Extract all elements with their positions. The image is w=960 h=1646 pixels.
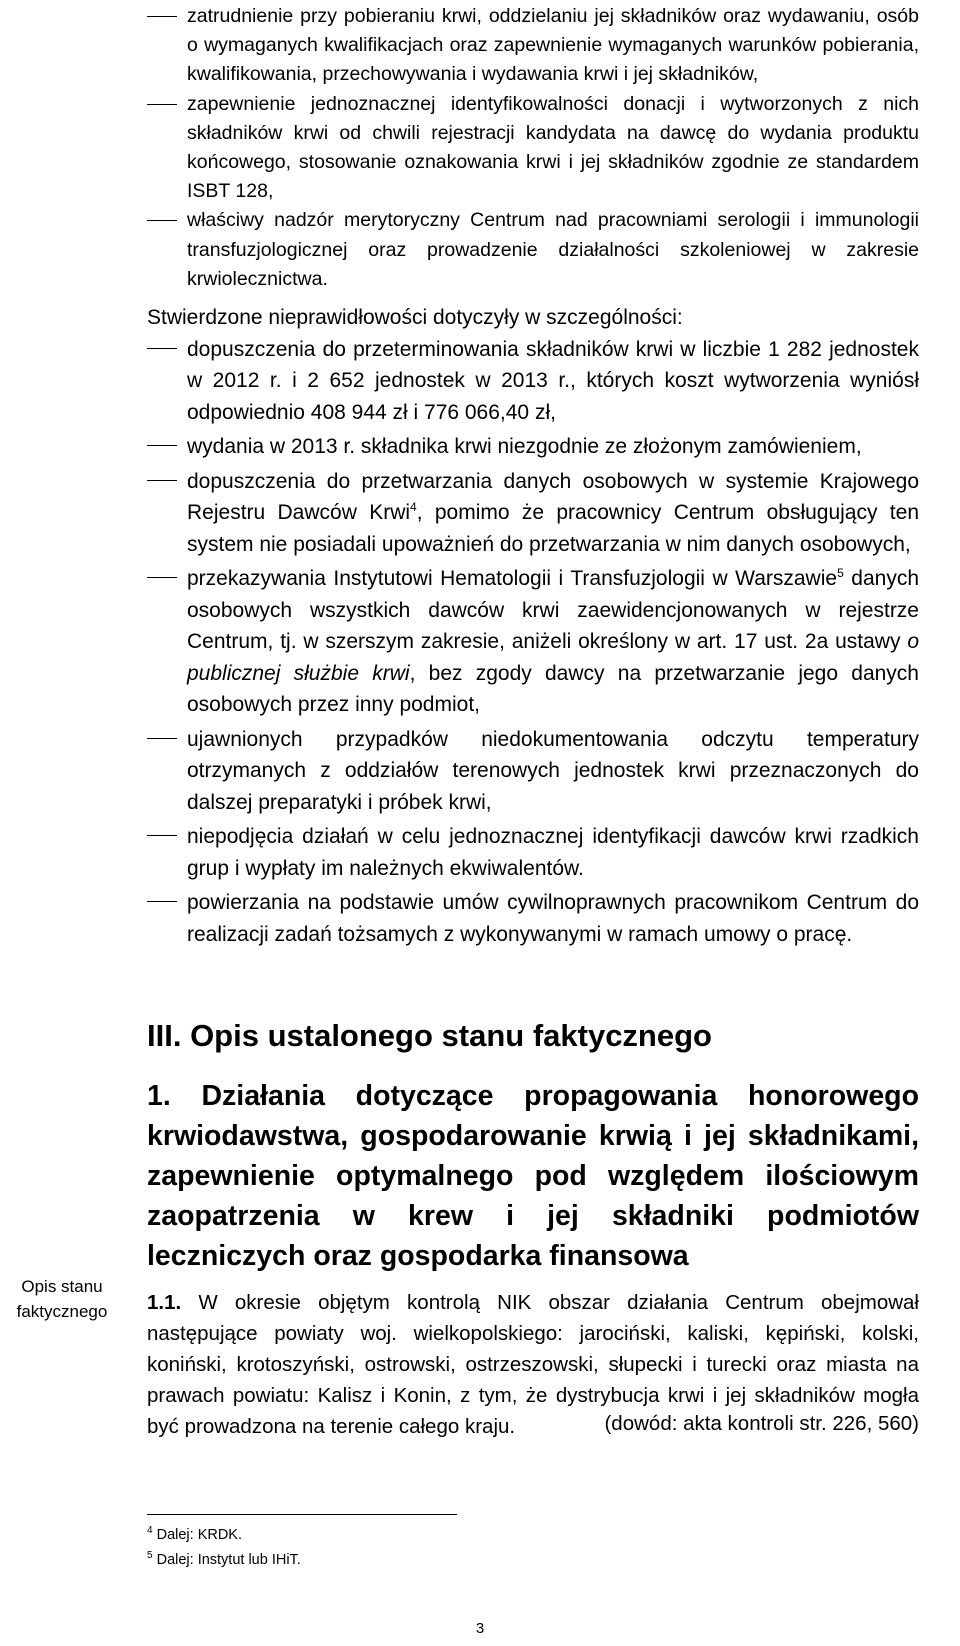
list-item	[147, 724, 919, 819]
evidence-note: (dowód: akta kontroli str. 226, 560)	[604, 1412, 919, 1435]
list-item-text: właściwy nadzór merytoryczny Centrum nad pracowniami serologii i immunologii transfuzjologicznej oraz prowadzenie działalności szkoleniowej w zakresie krwiolecznictwa.	[187, 209, 919, 290]
list-item-text: zatrudnienie przy pobieraniu krwi, oddzielaniu jej składników oraz wydawaniu, osób o wymaganych kwalifikacjach oraz zapewnienie wymaganych warunków pobierania, kwalifikowania, przechowywania i wydawania krwi i jej składników,	[187, 5, 919, 86]
list-item-text: , bez zgody dawcy na przetwarzanie jego danych osobowych przez inny podmiot,	[187, 661, 919, 717]
paragraph-number: 1.1.	[147, 1291, 182, 1314]
footnote	[147, 1527, 242, 1543]
margin-label: Opis stanu faktycznego	[16, 1277, 108, 1321]
list-item	[147, 431, 919, 463]
list-item-text: wydania w 2013 r. składnika krwi niezgodnie ze złożonym zamówieniem,	[187, 435, 862, 459]
act-title: o publicznej służbie krwi	[187, 630, 919, 685]
section-heading: III. Opis ustalonego stanu faktycznego	[147, 1018, 712, 1053]
dash-bullet	[147, 445, 177, 446]
dash-bullet	[147, 16, 177, 17]
dash-bullet	[147, 104, 177, 105]
dash-bullet	[147, 577, 177, 578]
top-bullet-list	[147, 2, 919, 950]
list-item-text: ujawnionych przypadków niedokumentowania odczytu temperatury otrzymanych z oddziałów terenowych jednostek krwi przeznaczonych do dalszej preparatyki i próbek krwi,	[187, 727, 919, 814]
footnote-number: 5	[147, 1550, 153, 1562]
footnote-number: 4	[147, 1525, 153, 1537]
page-number: 3	[475, 1620, 485, 1637]
footnote	[147, 1552, 301, 1568]
footnote-ref: 4	[410, 500, 417, 515]
subsection-heading: 1. Działania dotyczące propagowania honorowego krwiodawstwa, gospodarowanie krwią i jej składnikami, zapewnienie optymalnego pod względem ilościowym zaopatrzenia w krew i jej składniki podmiotów leczniczych oraz gospodarka finansowa	[147, 1080, 919, 1272]
list-item	[147, 466, 919, 561]
list-item-text: zapewnienie jednoznacznej identyfikowalności donacji i wytworzonych z nich składników krwi od chwili rejestracji kandydata na dawcę do wydania produktu końcowego, stosowanie oznakowania krwi i jej składników zgodnie ze standardem ISBT 128,	[187, 92, 919, 203]
footnote-separator	[147, 1514, 457, 1515]
list-item	[147, 90, 919, 207]
list-item-text: przekazywania Instytutowi Hematologii i Transfuzjologii w Warszawie	[187, 567, 838, 591]
dash-bullet	[147, 901, 177, 902]
footnote-ref: 5	[837, 566, 844, 581]
list-item	[147, 2, 919, 90]
list-item-text: powierzania na podstawie umów cywilnoprawnych pracownikom Centrum do realizacji zadań tożsamych z wykonywanymi w ramach umowy o pracę.	[187, 891, 919, 946]
list-item-text: niepodjęcia działań w celu jednoznacznej identyfikacji dawców krwi rzadkich grup i wypłaty im należnych ekwiwalentów.	[187, 825, 919, 880]
footnote-text: Dalej: KRDK.	[152, 1527, 243, 1543]
dash-bullet	[147, 738, 177, 739]
list-item	[147, 334, 919, 429]
list-item-text: dopuszczenia do przetwarzania danych osobowych w systemie Krajowego Rejestru Dawców Krwi	[187, 469, 919, 525]
dash-bullet	[147, 220, 177, 221]
list-item	[147, 206, 919, 294]
dash-bullet	[147, 348, 177, 349]
list-item	[147, 887, 919, 950]
list-item-text: dopuszczenia do przeterminowania składników krwi w liczbie 1 282 jednostek w 2012 r. i 2 652 jednostek w 2013 r., których koszt wytworzenia wyniósł odpowiednio 408 944 zł i 776 066,40 zł,	[187, 337, 919, 424]
list-item-text: danych osobowych wszystkich dawców krwi zaewidencjonowanych w rejestrze Centrum, tj. w szerszym zakresie, aniżeli określony w art. 17 ust. 2a ustawy	[187, 567, 919, 654]
paragraph-text: W okresie objętym kontrolą NIK obszar działania Centrum obejmował następujące powiaty woj. wielkopolskiego: jarociński, kaliski, kępiński, kolski, koniński, krotoszyński, ostrowski, ostrzeszowski, słupecki i turecki oraz miasta na prawach powiatu: Kalisz i Konin, z tym, że dystrybucja krwi i jej składników mogła być prowadzona na terenie całego kraju.	[147, 1291, 919, 1438]
list-item	[147, 563, 919, 721]
dash-bullet	[147, 835, 177, 836]
irregularities-intro: Stwierdzone nieprawidłowości dotyczyły w szczególności:	[147, 306, 683, 330]
list-item	[147, 821, 919, 884]
list-item-text: , pomimo że pracownicy Centrum obsługujący ten system nie posiadali upoważnień do przetwarzania w nim danych osobowych,	[187, 501, 919, 556]
dash-bullet	[147, 480, 177, 481]
footnote-text: Dalej: Instytut lub IHiT.	[152, 1552, 301, 1568]
